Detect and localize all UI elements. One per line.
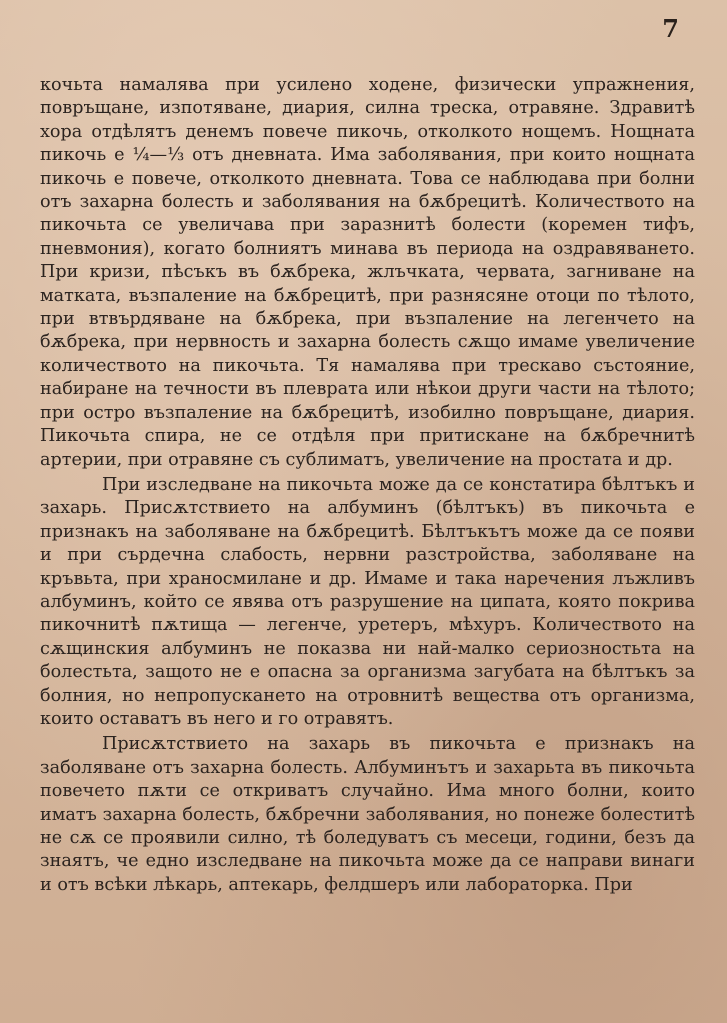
body-text bbox=[40, 74, 695, 897]
page-number: 7 bbox=[662, 14, 679, 43]
paragraph-2-text: При изследване на пикочьта може да се констатира бѣлтъкъ и захарь. Присѫтствието на албуминъ (бѣлтъкъ) въ пикочьта е признакъ на заболяване на бѫбрецитѣ. Бѣлтъкътъ може да се появи и при сърдечна слабость, нервни разстройства, заболяване на кръвьта, при храносмилане и др. Имаме и така наречения лъжливъ албуминъ, който се явява отъ разрушение на ципата, която покрива пикочнитѣ пѫтища — легенче, уретеръ, мѣхуръ. Количеството на сѫщинския албуминъ не показва ни най-малко сериозностьта на болестьта, защото не е опасна за организма загубата на бѣлтъкъ за болния, но непропускането на отровнитѣ вещества отъ организма, които оставатъ въ него и го отравятъ. bbox=[40, 474, 695, 729]
paragraph-3-text: Присѫтствието на захарь въ пикочьта е признакъ на заболяване отъ захарна болесть. Албуминътъ и захарьта въ пикочьта повечето пѫти се откриватъ случайно. Има много болни, които иматъ захарна болесть, бѫбречни заболявания, но понеже болеститѣ не сѫ се проявили силно, тѣ боледуватъ съ месеци, години, безъ да знаятъ, че едно изследване на пикочьта може да се направи винаги и отъ всѣки лѣкарь, аптекарь, фелдшеръ или лабораторка. При bbox=[40, 734, 695, 895]
paragraph-1: кочьта намалява при усилено ходене, физически упражнения, повръщане, изпотяване, диария, силна треска, отравяне. Здравитѣ хора отдѣлятъ денемъ повече пикочь, отколкото нощемъ. Нощната пикочь е ¼—⅓ отъ дневната. Има заболявания, при които нощната пикочь е повече, отколкото дневната. Това се наблюдава при болни отъ захарна болесть и заболявания на бѫбрецитѣ. Количеството на пикочьта се увеличава при заразнитѣ болести (коремен тифъ, пневмония), когато болниятъ минава въ периода на оздравяването. При кризи, пѣсъкъ въ бѫбрека, жлъчката, червата, загниване на матката, възпаление на бѫбрецитѣ, при разнясяне отоци по тѣлото, при втвърдяване на бѫбрека, при възпаление на легенчето на бѫбрека, при нервность и захарна болесть сѫщо имаме увеличение количеството на пикочьта. Тя намалява при трескаво състояние, набиране на течности въ плеврата или нѣкои други части на тѣлото; при остро възпаление на бѫбрецитѣ, изобилно повръщане, диария. Пикочьта спира, не се отдѣля при притискане на бѫбречнитѣ артерии, при отравяне съ сублиматъ, увеличение на простата и др. bbox=[40, 75, 695, 470]
paragraph-2 bbox=[40, 474, 695, 731]
paragraph-3 bbox=[40, 733, 695, 897]
